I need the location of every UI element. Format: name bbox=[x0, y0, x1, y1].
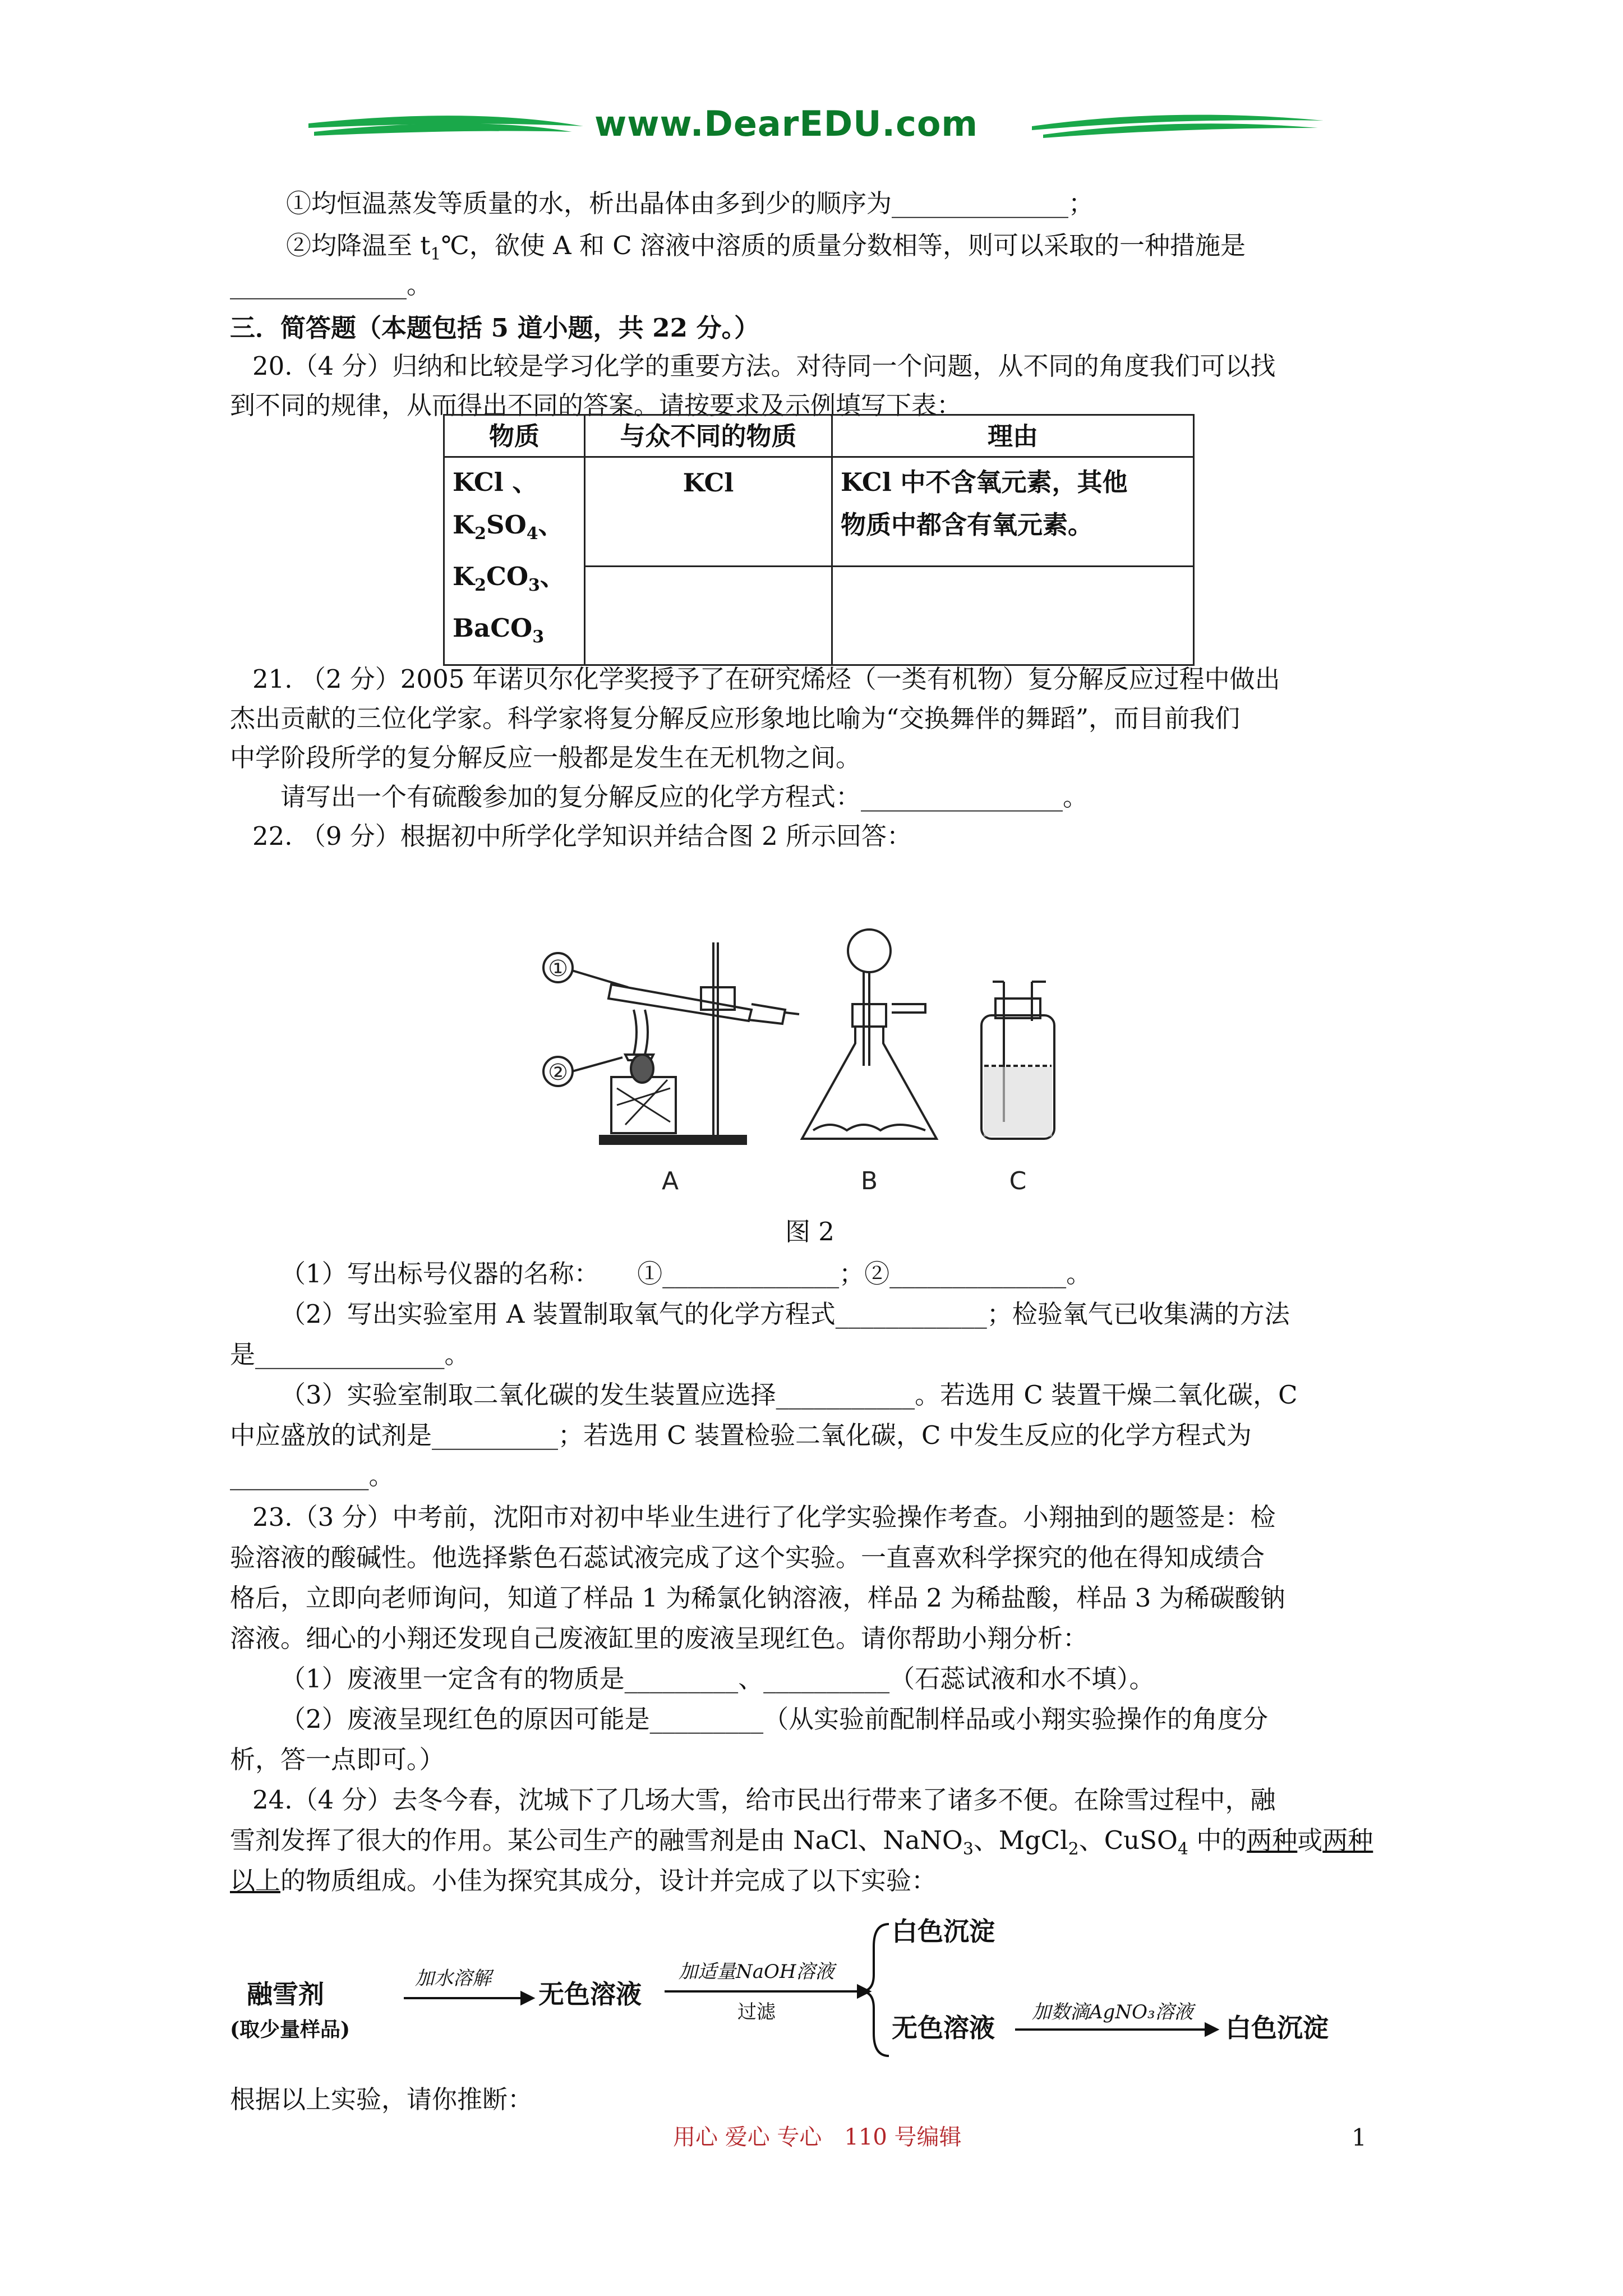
q23-s2b: 析，答一点即可。） bbox=[230, 1745, 445, 1774]
q22-s3b: 中应盛放的试剂是__________；若选用 C 装置检验二氧化碳，C 中发生反应的化学方程式为 bbox=[230, 1420, 1252, 1450]
substance-baco3: BaCO$_3$ bbox=[453, 613, 545, 647]
fig-label-c: C bbox=[1009, 1167, 1027, 1195]
header-site-name: www.DearEDU.com bbox=[594, 103, 979, 144]
table-cell-reason-blank[interactable] bbox=[832, 566, 1194, 665]
q24-line-1: 24.（4 分）去冬今春，沈城下了几场大雪，给市民出行带来了诸多不便。在除雪过程中，融 bbox=[252, 1785, 1276, 1815]
flow-start: 融雪剂 bbox=[247, 1979, 324, 2009]
q24-flow-diagram bbox=[230, 1913, 1408, 2064]
q23-line-4: 溶液。细心的小翔还发现自己废液缸里的废液呈现红色。请你帮助小翔分析： bbox=[230, 1623, 1089, 1653]
table-header-reason: 理由 bbox=[832, 415, 1194, 457]
flow-start-sub: (取少量样品) bbox=[230, 2018, 351, 2041]
q23-s1: （1）废液里一定含有的物质是_________、__________（石蕊试液和水不填）。 bbox=[280, 1664, 1155, 1694]
flow-branch1: 白色沉淀 bbox=[892, 1916, 995, 1947]
lab-apparatus-illustration bbox=[533, 920, 1094, 1234]
fig-marker-2: ② bbox=[548, 1060, 568, 1085]
table-cell-reason: KCl 中不含氧元素，其他 物质中都含有氧元素。 bbox=[832, 457, 1194, 567]
fig-label-b: B bbox=[860, 1167, 878, 1195]
flow-arrow2-bottom: 过滤 bbox=[737, 2001, 776, 2023]
table-cell-substances bbox=[444, 457, 585, 665]
q21-line-3: 中学阶段所学的复分解反应一般都是发生在无机物之间。 bbox=[230, 743, 861, 772]
flow-arrow3-label: 加数滴AgNO₃溶液 bbox=[1032, 2001, 1193, 2023]
section3-title: 三．简答题（本题包括 5 道小题，共 22 分。） bbox=[230, 313, 760, 343]
flow-branch2: 无色溶液 bbox=[892, 2013, 995, 2043]
q19-line-2c: ℃，欲使 A 和 C 溶液中溶质的质量分数相等，则可以采取的一种措施是 bbox=[441, 231, 1246, 260]
q23-line-1: 23.（3 分）中考前，沈阳市对初中毕业生进行了化学实验操作考查。小翔抽到的题签是：检 bbox=[252, 1502, 1276, 1532]
fig-marker-1: ① bbox=[548, 956, 568, 982]
q22-s1: （1）写出标号仪器的名称： ①______________；②______________。 bbox=[280, 1259, 1092, 1289]
q20-line-1: 20.（4 分）归纳和比较是学习化学的重要方法。对待同一个问题，从不同的角度我们可以找 bbox=[252, 351, 1276, 381]
q19-line-3: ______________。 bbox=[230, 270, 432, 300]
q23-line-3: 格后，立即向老师询问，知道了样品 1 为稀氯化钠溶液，样品 2 为稀盐酸，样品 3 为稀碳酸钠 bbox=[230, 1583, 1285, 1613]
q24-line-2: 雪剂发挥了很大的作用。某公司生产的融雪剂是由 NaCl、NaNO$_3$、MgCl$_2$、CuSO$_4$ 中的两种或两种 bbox=[230, 1825, 1373, 1859]
substance-kcl: KCl 、 bbox=[453, 467, 538, 497]
substance-k2so4: $K_2SO_4$、 bbox=[453, 510, 564, 544]
figure-2 bbox=[533, 920, 1094, 1234]
q22-s3c: ___________。 bbox=[230, 1461, 394, 1490]
q21-line-1: 21. （2 分）2005 年诺贝尔化学奖授予了在研究烯烃（一类有机物）复分解反应过程中做出 bbox=[252, 664, 1280, 694]
q22-line-1: 22. （9 分）根据初中所学化学知识并结合图 2 所示回答： bbox=[252, 821, 912, 851]
q24-line-4: 根据以上实验，请你推断： bbox=[230, 2085, 533, 2114]
q19-line-1: ①均恒温蒸发等质量的水，析出晶体由多到少的顺序为______________； bbox=[286, 188, 1094, 218]
q19-line-2-row bbox=[286, 233, 1246, 263]
table-cell-answer: KCl bbox=[585, 457, 832, 567]
table-header-substance: 物质 bbox=[444, 415, 585, 457]
q24-line-3: 以上的物质组成。小佳为探究其成分，设计并完成了以下实验： bbox=[230, 1866, 937, 1895]
q21-line-2: 杰出贡献的三位化学家。科学家将复分解反应形象地比喻为“交换舞伴的舞蹈”，而目前我们 bbox=[230, 703, 1241, 733]
flow-arrow1-label: 加水溶解 bbox=[415, 1967, 491, 1990]
figure-caption: 图 2 bbox=[785, 1217, 834, 1246]
table-header-odd: 与众不同的物质 bbox=[585, 415, 832, 457]
page-number: 1 bbox=[1352, 2124, 1367, 2151]
flow-end: 白色沉淀 bbox=[1225, 2013, 1329, 2043]
footer-text: 用心 爱心 专心 110 号编辑 bbox=[673, 2124, 962, 2150]
flow-mid: 无色溶液 bbox=[538, 1979, 642, 2009]
table-cell-answer-blank[interactable] bbox=[585, 566, 832, 665]
q19-line-2a: ②均降温至 t bbox=[286, 231, 431, 260]
q20-table bbox=[443, 414, 1195, 666]
q22-s2a: （2）写出实验室用 A 装置制取氧气的化学方程式____________；检验氧气已收集满的方法 bbox=[280, 1299, 1290, 1329]
fig-label-a: A bbox=[661, 1167, 679, 1195]
flow-arrow2-top: 加适量NaOH溶液 bbox=[679, 1961, 834, 1983]
q23-line-2: 验溶液的酸碱性。他选择紫色石蕊试液完成了这个实验。一直喜欢科学探究的他在得知成绩合 bbox=[230, 1543, 1265, 1572]
q21-line-4: 请写出一个有硫酸参加的复分解反应的化学方程式：________________。 bbox=[280, 782, 1089, 812]
q22-s2b: 是_______________。 bbox=[230, 1340, 470, 1369]
q23-s2a: （2）废液呈现红色的原因可能是_________（从实验前配制样品或小翔实验操作的角度分 bbox=[280, 1704, 1269, 1734]
q19-line-2-sub: 1 bbox=[430, 245, 441, 264]
q20-line-2: 到不同的规律，从而得出不同的答案。请按要求及示例填写下表： bbox=[230, 390, 962, 420]
header-banner bbox=[303, 101, 1329, 151]
q22-s3a: （3）实验室制取二氧化碳的发生装置应选择___________。若选用 C 装置干燥二氧化碳，C bbox=[280, 1380, 1298, 1410]
substance-k2co3: $K_2CO_3$、 bbox=[453, 562, 565, 595]
